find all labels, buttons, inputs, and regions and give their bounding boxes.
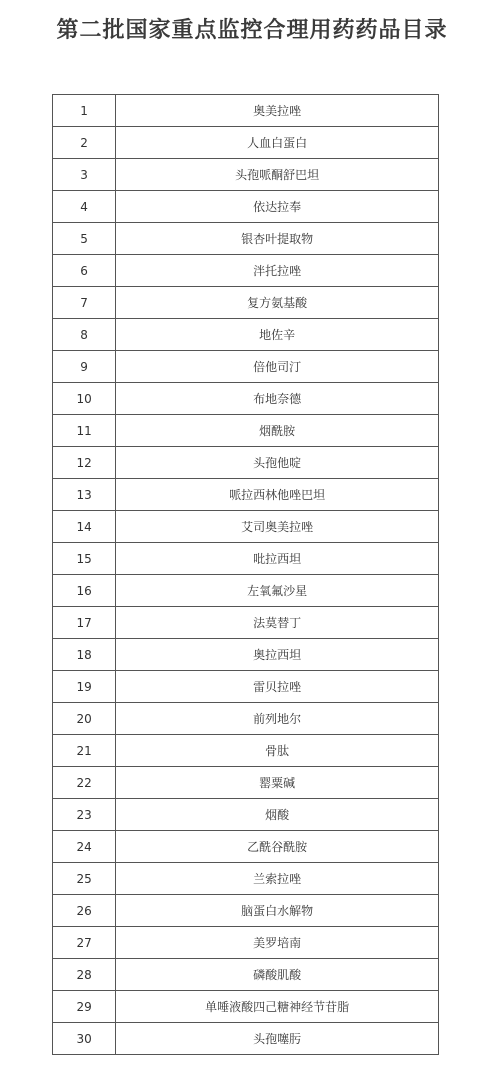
drug-name-cell: 奥美拉唑 (116, 95, 439, 127)
row-number-cell: 23 (53, 799, 116, 831)
drug-name-cell: 依达拉奉 (116, 191, 439, 223)
row-number-cell: 18 (53, 639, 116, 671)
table-row (53, 383, 439, 415)
table-row (53, 863, 439, 895)
table-row (53, 287, 439, 319)
table-row (53, 767, 439, 799)
row-number-cell: 10 (53, 383, 116, 415)
drug-name-cell: 兰索拉唑 (116, 863, 439, 895)
table-row (53, 639, 439, 671)
table-row (53, 959, 439, 991)
drug-name-cell: 雷贝拉唑 (116, 671, 439, 703)
table-row (53, 927, 439, 959)
row-number-cell: 2 (53, 127, 116, 159)
row-number-cell: 25 (53, 863, 116, 895)
row-number-cell: 8 (53, 319, 116, 351)
table-row (53, 543, 439, 575)
row-number-cell: 24 (53, 831, 116, 863)
drug-name-cell: 复方氨基酸 (116, 287, 439, 319)
table-row (53, 895, 439, 927)
table-row (53, 351, 439, 383)
table-row (53, 575, 439, 607)
row-number-cell: 4 (53, 191, 116, 223)
row-number-cell: 21 (53, 735, 116, 767)
drug-name-cell: 泮托拉唑 (116, 255, 439, 287)
row-number-cell: 22 (53, 767, 116, 799)
table-row (53, 991, 439, 1023)
drug-name-cell: 乙酰谷酰胺 (116, 831, 439, 863)
drug-name-cell: 罂粟碱 (116, 767, 439, 799)
row-number-cell: 9 (53, 351, 116, 383)
drug-name-cell: 地佐辛 (116, 319, 439, 351)
drug-name-cell: 美罗培南 (116, 927, 439, 959)
row-number-cell: 15 (53, 543, 116, 575)
row-number-cell: 5 (53, 223, 116, 255)
table-row (53, 319, 439, 351)
row-number-cell: 20 (53, 703, 116, 735)
row-number-cell: 28 (53, 959, 116, 991)
table-row (53, 415, 439, 447)
row-number-cell: 27 (53, 927, 116, 959)
row-number-cell: 11 (53, 415, 116, 447)
table-row (53, 799, 439, 831)
page-title: 第二批国家重点监控合理用药药品目录 (56, 17, 448, 43)
row-number-cell: 3 (53, 159, 116, 191)
drug-name-cell: 头孢噻肟 (116, 1023, 439, 1055)
table-row (53, 159, 439, 191)
drug-name-cell: 人血白蛋白 (116, 127, 439, 159)
drug-name-cell: 前列地尔 (116, 703, 439, 735)
drug-name-cell: 脑蛋白水解物 (116, 895, 439, 927)
table-row (53, 127, 439, 159)
table-row (53, 735, 439, 767)
row-number-cell: 6 (53, 255, 116, 287)
row-number-cell: 29 (53, 991, 116, 1023)
drug-name-cell: 烟酰胺 (116, 415, 439, 447)
table-row (53, 511, 439, 543)
drug-name-cell: 烟酸 (116, 799, 439, 831)
drug-name-cell: 单唾液酸四己糖神经节苷脂 (116, 991, 439, 1023)
drug-name-cell: 哌拉西林他唑巴坦 (116, 479, 439, 511)
drug-name-cell: 吡拉西坦 (116, 543, 439, 575)
drug-name-cell: 银杏叶提取物 (116, 223, 439, 255)
drug-name-cell: 头孢哌酮舒巴坦 (116, 159, 439, 191)
table-row (53, 703, 439, 735)
table-row (53, 447, 439, 479)
row-number-cell: 7 (53, 287, 116, 319)
table-row (53, 607, 439, 639)
table-row (53, 479, 439, 511)
row-number-cell: 19 (53, 671, 116, 703)
drug-name-cell: 奥拉西坦 (116, 639, 439, 671)
table-body (53, 95, 439, 1055)
table-row (53, 831, 439, 863)
table-row (53, 191, 439, 223)
row-number-cell: 12 (53, 447, 116, 479)
table-row (53, 223, 439, 255)
row-number-cell: 30 (53, 1023, 116, 1055)
drug-name-cell: 磷酸肌酸 (116, 959, 439, 991)
row-number-cell: 14 (53, 511, 116, 543)
table-row (53, 95, 439, 127)
drug-name-cell: 布地奈德 (116, 383, 439, 415)
row-number-cell: 1 (53, 95, 116, 127)
drug-name-cell: 骨肽 (116, 735, 439, 767)
row-number-cell: 26 (53, 895, 116, 927)
row-number-cell: 17 (53, 607, 116, 639)
drug-name-cell: 头孢他啶 (116, 447, 439, 479)
table-row (53, 671, 439, 703)
drug-name-cell: 左氧氟沙星 (116, 575, 439, 607)
drug-name-cell: 法莫替丁 (116, 607, 439, 639)
row-number-cell: 13 (53, 479, 116, 511)
table-row (53, 255, 439, 287)
drug-list-table (52, 94, 439, 1055)
drug-name-cell: 艾司奥美拉唑 (116, 511, 439, 543)
table-row (53, 1023, 439, 1055)
drug-name-cell: 倍他司汀 (116, 351, 439, 383)
row-number-cell: 16 (53, 575, 116, 607)
